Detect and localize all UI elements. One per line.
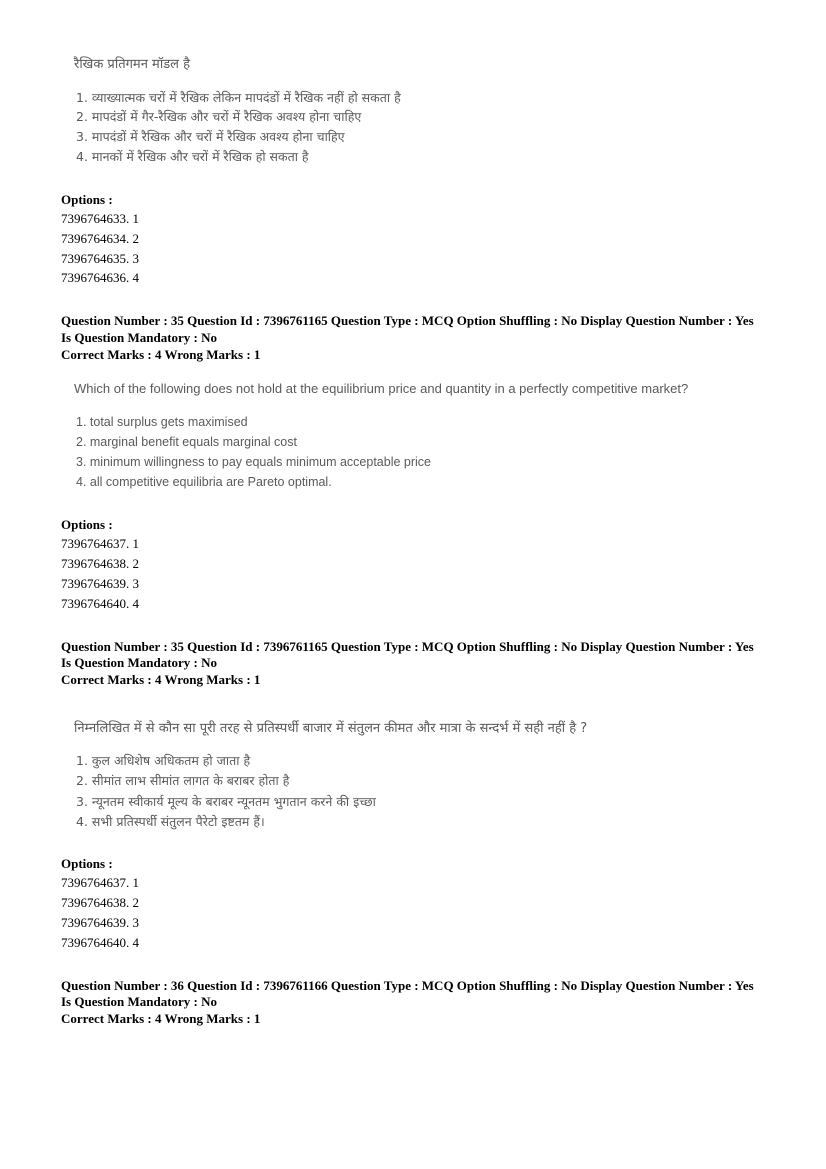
options-label: Options : — [61, 856, 113, 871]
choice-4: 4. मानकों में रैखिक और चरों में रैखिक हो सकता है — [76, 149, 309, 164]
option-item: 7396764639. 3 — [61, 576, 139, 591]
choice-3: 3. minimum willingness to pay equals minimum acceptable price — [76, 455, 432, 469]
choice-4: 4. सभी प्रतिस्पर्धी संतुलन पैरेटो इष्टतम हैं। — [76, 814, 265, 829]
question-mandatory: Is Question Mandatory : No — [61, 655, 218, 670]
choice-2: 2. सीमांत लाभ सीमांत लागत के बराबर होता है — [76, 773, 290, 788]
question-marks: Correct Marks : 4 Wrong Marks : 1 — [61, 672, 261, 687]
options-label: Options : — [61, 192, 113, 207]
option-item: 7396764640. 4 — [61, 935, 139, 950]
option-item: 7396764637. 1 — [61, 875, 139, 890]
option-item: 7396764633. 1 — [61, 211, 139, 226]
option-item: 7396764638. 2 — [61, 556, 139, 571]
choice-3: 3. मापदंडों में रैखिक और चरों में रैखिक अवश्य होना चाहिए — [76, 129, 345, 144]
question-mandatory: Is Question Mandatory : No — [61, 330, 218, 345]
option-item: 7396764637. 1 — [61, 536, 139, 551]
option-item: 7396764638. 2 — [61, 895, 139, 910]
options-label: Options : — [61, 517, 113, 532]
choice-3: 3. न्यूनतम स्वीकार्य मूल्य के बराबर न्यूनतम भुगतान करने की इच्छा — [76, 794, 376, 809]
question-header: Question Number : 35 Question Id : 7396761165 Question Type : MCQ Option Shuffling : No Display Question Number : Yes — [61, 313, 754, 328]
choice-2: 2. मापदंडों में गैर-रैखिक और चरों में रैखिक अवश्य होना चाहिए — [76, 109, 362, 124]
choice-2: 2. marginal benefit equals marginal cost — [76, 435, 297, 449]
question-stem: रैखिक प्रतिगमन मॉडल है — [74, 57, 190, 72]
choice-1: 1. कुल अधिशेष अधिकतम हो जाता है — [76, 753, 251, 768]
choice-1: 1. व्याख्यात्मक चरों में रैखिक लेकिन मापदंडों में रैखिक नहीं हो सकता है — [76, 90, 401, 105]
question-stem: निम्नलिखित में से कौन सा पूरी तरह से प्रतिस्पर्धी बाजार में संतुलन कीमत और मात्रा के सन्दर्भ में सही नहीं है ? — [74, 721, 588, 736]
question-stem: Which of the following does not hold at the equilibrium price and quantity in a perfectly competitive market? — [74, 381, 689, 396]
option-item: 7396764636. 4 — [61, 270, 139, 285]
question-header: Question Number : 35 Question Id : 7396761165 Question Type : MCQ Option Shuffling : No Display Question Number : Yes — [61, 639, 754, 654]
option-item: 7396764639. 3 — [61, 915, 139, 930]
choice-4: 4. all competitive equilibria are Pareto optimal. — [76, 475, 332, 489]
question-mandatory: Is Question Mandatory : No — [61, 994, 218, 1009]
question-header: Question Number : 36 Question Id : 7396761166 Question Type : MCQ Option Shuffling : No Display Question Number : Yes — [61, 978, 754, 993]
option-item: 7396764635. 3 — [61, 251, 139, 266]
question-marks: Correct Marks : 4 Wrong Marks : 1 — [61, 1011, 261, 1026]
question-marks: Correct Marks : 4 Wrong Marks : 1 — [61, 347, 261, 362]
option-item: 7396764634. 2 — [61, 231, 139, 246]
choice-1: 1. total surplus gets maximised — [76, 415, 248, 429]
option-item: 7396764640. 4 — [61, 596, 139, 611]
